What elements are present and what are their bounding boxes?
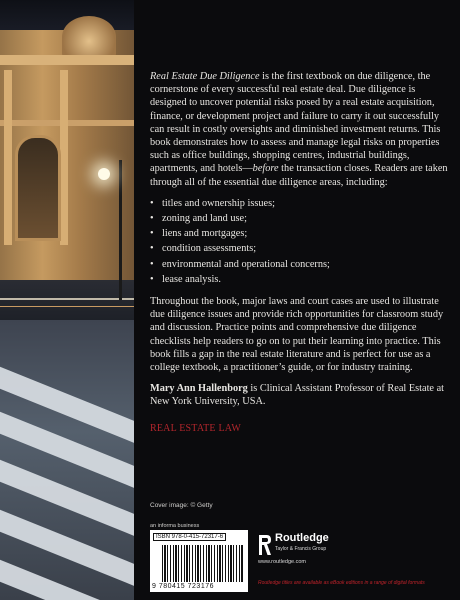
list-item-text: liens and mortgages;	[162, 228, 248, 240]
routledge-logo-icon	[258, 534, 272, 556]
list-item	[150, 242, 450, 255]
photo-column	[4, 70, 12, 245]
due-diligence-areas-list	[150, 197, 450, 286]
photo-street-lamp	[98, 168, 110, 180]
photo-street	[0, 280, 134, 320]
barcode	[150, 530, 248, 592]
list-item	[150, 197, 450, 210]
cover-credit: Cover image: © Getty	[150, 502, 213, 509]
photo-light-trail	[0, 306, 134, 307]
photo-column	[60, 70, 68, 245]
list-item	[150, 258, 450, 271]
author-name: Mary Ann Hallenborg	[150, 383, 248, 395]
description-paragraph	[150, 70, 450, 189]
bullet-icon: •	[150, 197, 154, 209]
photo-sculpture	[62, 16, 116, 58]
list-item-text: environmental and operational concerns;	[162, 258, 330, 270]
list-item-text: zoning and land use;	[162, 213, 247, 225]
book-title: Real Estate Due Diligence	[150, 71, 260, 82]
ean-digits: 9 780415 723176	[152, 583, 214, 590]
list-item-text: condition assessments;	[162, 243, 257, 255]
informa-label: an informa business	[150, 523, 200, 529]
bullet-icon: •	[150, 213, 154, 225]
list-item-text: lease analysis.	[162, 273, 221, 285]
bullet-icon: •	[150, 273, 154, 285]
publisher-group: Taylor & Francis Group	[275, 546, 327, 552]
bullet-icon: •	[150, 258, 154, 270]
list-item	[150, 227, 450, 240]
list-item	[150, 273, 450, 286]
list-item	[150, 212, 450, 225]
photo-arched-window	[15, 135, 61, 241]
bullet-icon: •	[150, 228, 154, 240]
ebook-note: Routledge titles are available as eBook editions in a range of digital formats	[258, 580, 425, 586]
list-item-text: titles and ownership issues;	[162, 197, 275, 209]
publisher-name: Routledge	[275, 532, 329, 544]
photo-light-trail	[0, 298, 134, 300]
author-bio-text: is Clinical Assistant Professor of Real Estate at New York University, USA.	[150, 383, 445, 408]
series-label: REAL ESTATE LAW	[150, 422, 242, 434]
emphasis-before: before	[252, 163, 279, 175]
throughout-paragraph: Throughout the book, major laws and court cases are used to illustrate due diligence issues and provide rich opportunities for classroom study and discussion. Practice points and comprehensive due diligence checklists help readers to go on to put their learning into practice. This book fills a gap in the real estate literature and is perfect for use as a college textbook, a practitioner’s guide, or for industry training.	[150, 296, 444, 374]
bullet-icon: •	[150, 243, 154, 255]
publisher-url[interactable]: www.routledge.com	[258, 559, 306, 565]
back-cover-text	[150, 70, 450, 435]
cover-photo	[0, 0, 134, 600]
photo-cornice	[0, 55, 134, 65]
barcode-bars	[162, 545, 244, 582]
author-bio	[150, 382, 450, 408]
isbn-label: ISBN 978-0-415-72317-6	[153, 533, 226, 541]
description-tail: the transaction closes. Readers are taken through all of the essential due diligence areas, including:	[150, 163, 448, 188]
photo-lamp-post	[119, 160, 122, 300]
description-lead: is the first textbook on due diligence, the cornerstone of every successful real estate deal. Due diligence is designed to uncover potential risks posed by a real estate acquisition, finance, or development project and failure to carry it out successfully can result in costly oversights and diminished investment returns. This book demonstrates how to assess and manage legal risks on properties such as office buildings, shopping centres, industrial buildings, apartments, and hotels—	[150, 71, 441, 175]
